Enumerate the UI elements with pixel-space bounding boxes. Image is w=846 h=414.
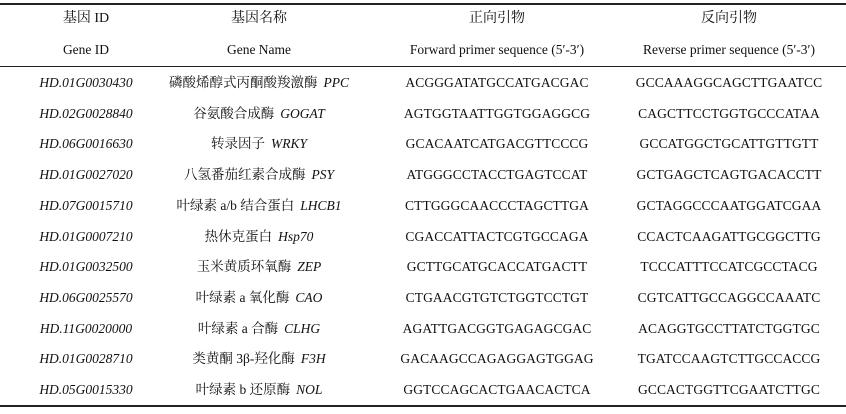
gene-name-text: 类黄酮 3β-羟化酶 [192,351,295,366]
gene-name-cell [145,382,373,398]
gene-id-cell: HD.01G0032500 [39,259,133,274]
reverse-primer-cell: GCCACTGGTTCGAATCTTGC [637,382,820,397]
reverse-primer-cell: ACAGGTGCCTTATCTGGTGC [638,321,820,336]
gene-abbr-text: LHCB1 [300,198,342,213]
gene-id-cell: HD.11G0020000 [39,321,133,336]
gene-name-cell [145,106,373,122]
gene-abbr-text: F3H [300,351,326,366]
gene-name-text: 叶绿素 a/b 结合蛋白 [176,198,295,213]
gene-name-cell [145,167,373,183]
gene-abbr-text: NOL [296,382,323,397]
forward-primer-cell: GCACAATCATGACGTTCCCG [405,136,589,151]
table-row [0,290,846,322]
gene-name-cell [145,136,373,152]
forward-primer-cell: ACGGGATATGCCATGACGAC [405,75,589,90]
table-row [0,136,846,168]
gene-abbr-text: PPC [323,75,349,90]
table-row [0,167,846,199]
gene-name-cell [145,198,373,214]
gene-abbr-text: ZEP [297,259,322,274]
forward-primer-cell: GACAAGCCAGAGGAGTGGAG [400,351,594,366]
header-forward-primer-zh: 正向引物 [469,11,525,26]
gene-name-text: 磷酸烯醇式丙酮酸羧激酶 [169,75,318,90]
reverse-primer-cell: GCCAAAGGCAGCTTGAATCC [635,75,823,90]
gene-name-text: 八氢番茄红素合成酶 [183,167,306,182]
gene-name-text: 热休克蛋白 [204,229,273,244]
table-row [0,351,846,383]
header-forward-primer-en: Forward primer sequence (5′-3′) [409,42,585,57]
reverse-primer-cell: TGATCCAAGTCTTGCCACCG [637,351,821,366]
gene-id-cell: HD.01G0030430 [39,75,133,90]
reverse-primer-cell: CAGCTTCCTGGTGCCCATAA [638,106,820,121]
table-row [0,382,846,414]
gene-id-cell: HD.01G0007210 [39,229,133,244]
table-bottom-rule [0,405,846,407]
gene-abbr-text: GOGAT [280,106,325,121]
table-row [0,321,846,353]
gene-name-cell [145,259,373,275]
reverse-primer-cell: CCACTCAAGATTGCGGCTTG [637,229,821,244]
table-row [0,229,846,261]
gene-abbr-text: Hsp70 [278,229,314,244]
gene-name-cell [145,229,373,245]
header-gene-id-en: Gene ID [62,42,110,57]
gene-id-cell: HD.06G0025570 [39,290,133,305]
forward-primer-cell: AGTGGTAATTGGTGGAGGCG [403,106,591,121]
table-row [0,75,846,107]
forward-primer-cell: GGTCCAGCACTGAACACTCA [403,382,591,397]
gene-id-cell: HD.01G0028710 [39,351,133,366]
gene-name-cell [145,351,373,367]
gene-name-text: 转录因子 [210,136,265,151]
gene-id-cell: HD.05G0015330 [39,382,133,397]
table-row [0,259,846,291]
table-top-rule [0,3,846,5]
table-row [0,106,846,138]
reverse-primer-cell: GCTAGGCCCAATGGATCGAA [636,198,822,213]
header-gene-id-zh: 基因 ID [62,11,110,26]
forward-primer-cell: CTGAACGTGTCTGGTCCTGT [405,290,589,305]
gene-name-text: 叶绿素 b 还原酶 [195,382,291,397]
reverse-primer-cell: TCCCATTTCCATCGCCTACG [640,259,818,274]
gene-abbr-text: CAO [295,290,323,305]
gene-name-text: 玉米黄质环氧酶 [196,259,292,274]
header-gene-name-zh: 基因名称 [231,11,287,26]
header-gene-name-en: Gene Name [226,42,292,57]
reverse-primer-cell: CGTCATTGCCAGGCCAAATC [637,290,821,305]
table-header-rule [0,66,846,67]
forward-primer-cell: CTTGGGCAACCCTAGCTTGA [405,198,589,213]
gene-id-cell: HD.01G0027020 [39,167,133,182]
gene-abbr-text: WRKY [270,136,307,151]
header-reverse-primer-en: Reverse primer sequence (5′-3′) [643,42,815,57]
gene-name-cell [145,290,373,306]
table-row [0,198,846,230]
gene-name-text: 谷氨酸合成酶 [193,106,275,121]
gene-id-cell: HD.06G0016630 [39,136,133,151]
forward-primer-cell: ATGGGCCTACCTGAGTCCAT [406,167,588,182]
gene-id-cell: HD.02G0028840 [39,106,133,121]
forward-primer-cell: AGATTGACGGTGAGAGCGAC [402,321,592,336]
gene-name-text: 叶绿素 a 合酶 [197,321,279,336]
gene-name-text: 叶绿素 a 氧化酶 [195,290,290,305]
gene-abbr-text: PSY [311,167,334,182]
forward-primer-cell: GCTTGCATGCACCATGACTT [406,259,588,274]
reverse-primer-cell: GCCATGGCTGCATTGTTGTT [639,136,819,151]
reverse-primer-cell: GCTGAGCTCAGTGACACCTT [636,167,822,182]
forward-primer-cell: CGACCATTACTCGTGCCAGA [405,229,589,244]
gene-id-cell: HD.07G0015710 [39,198,133,213]
header-reverse-primer-zh: 反向引物 [701,11,757,26]
gene-abbr-text: CLHG [284,321,321,336]
gene-name-cell [145,321,373,337]
gene-name-cell [145,75,373,91]
